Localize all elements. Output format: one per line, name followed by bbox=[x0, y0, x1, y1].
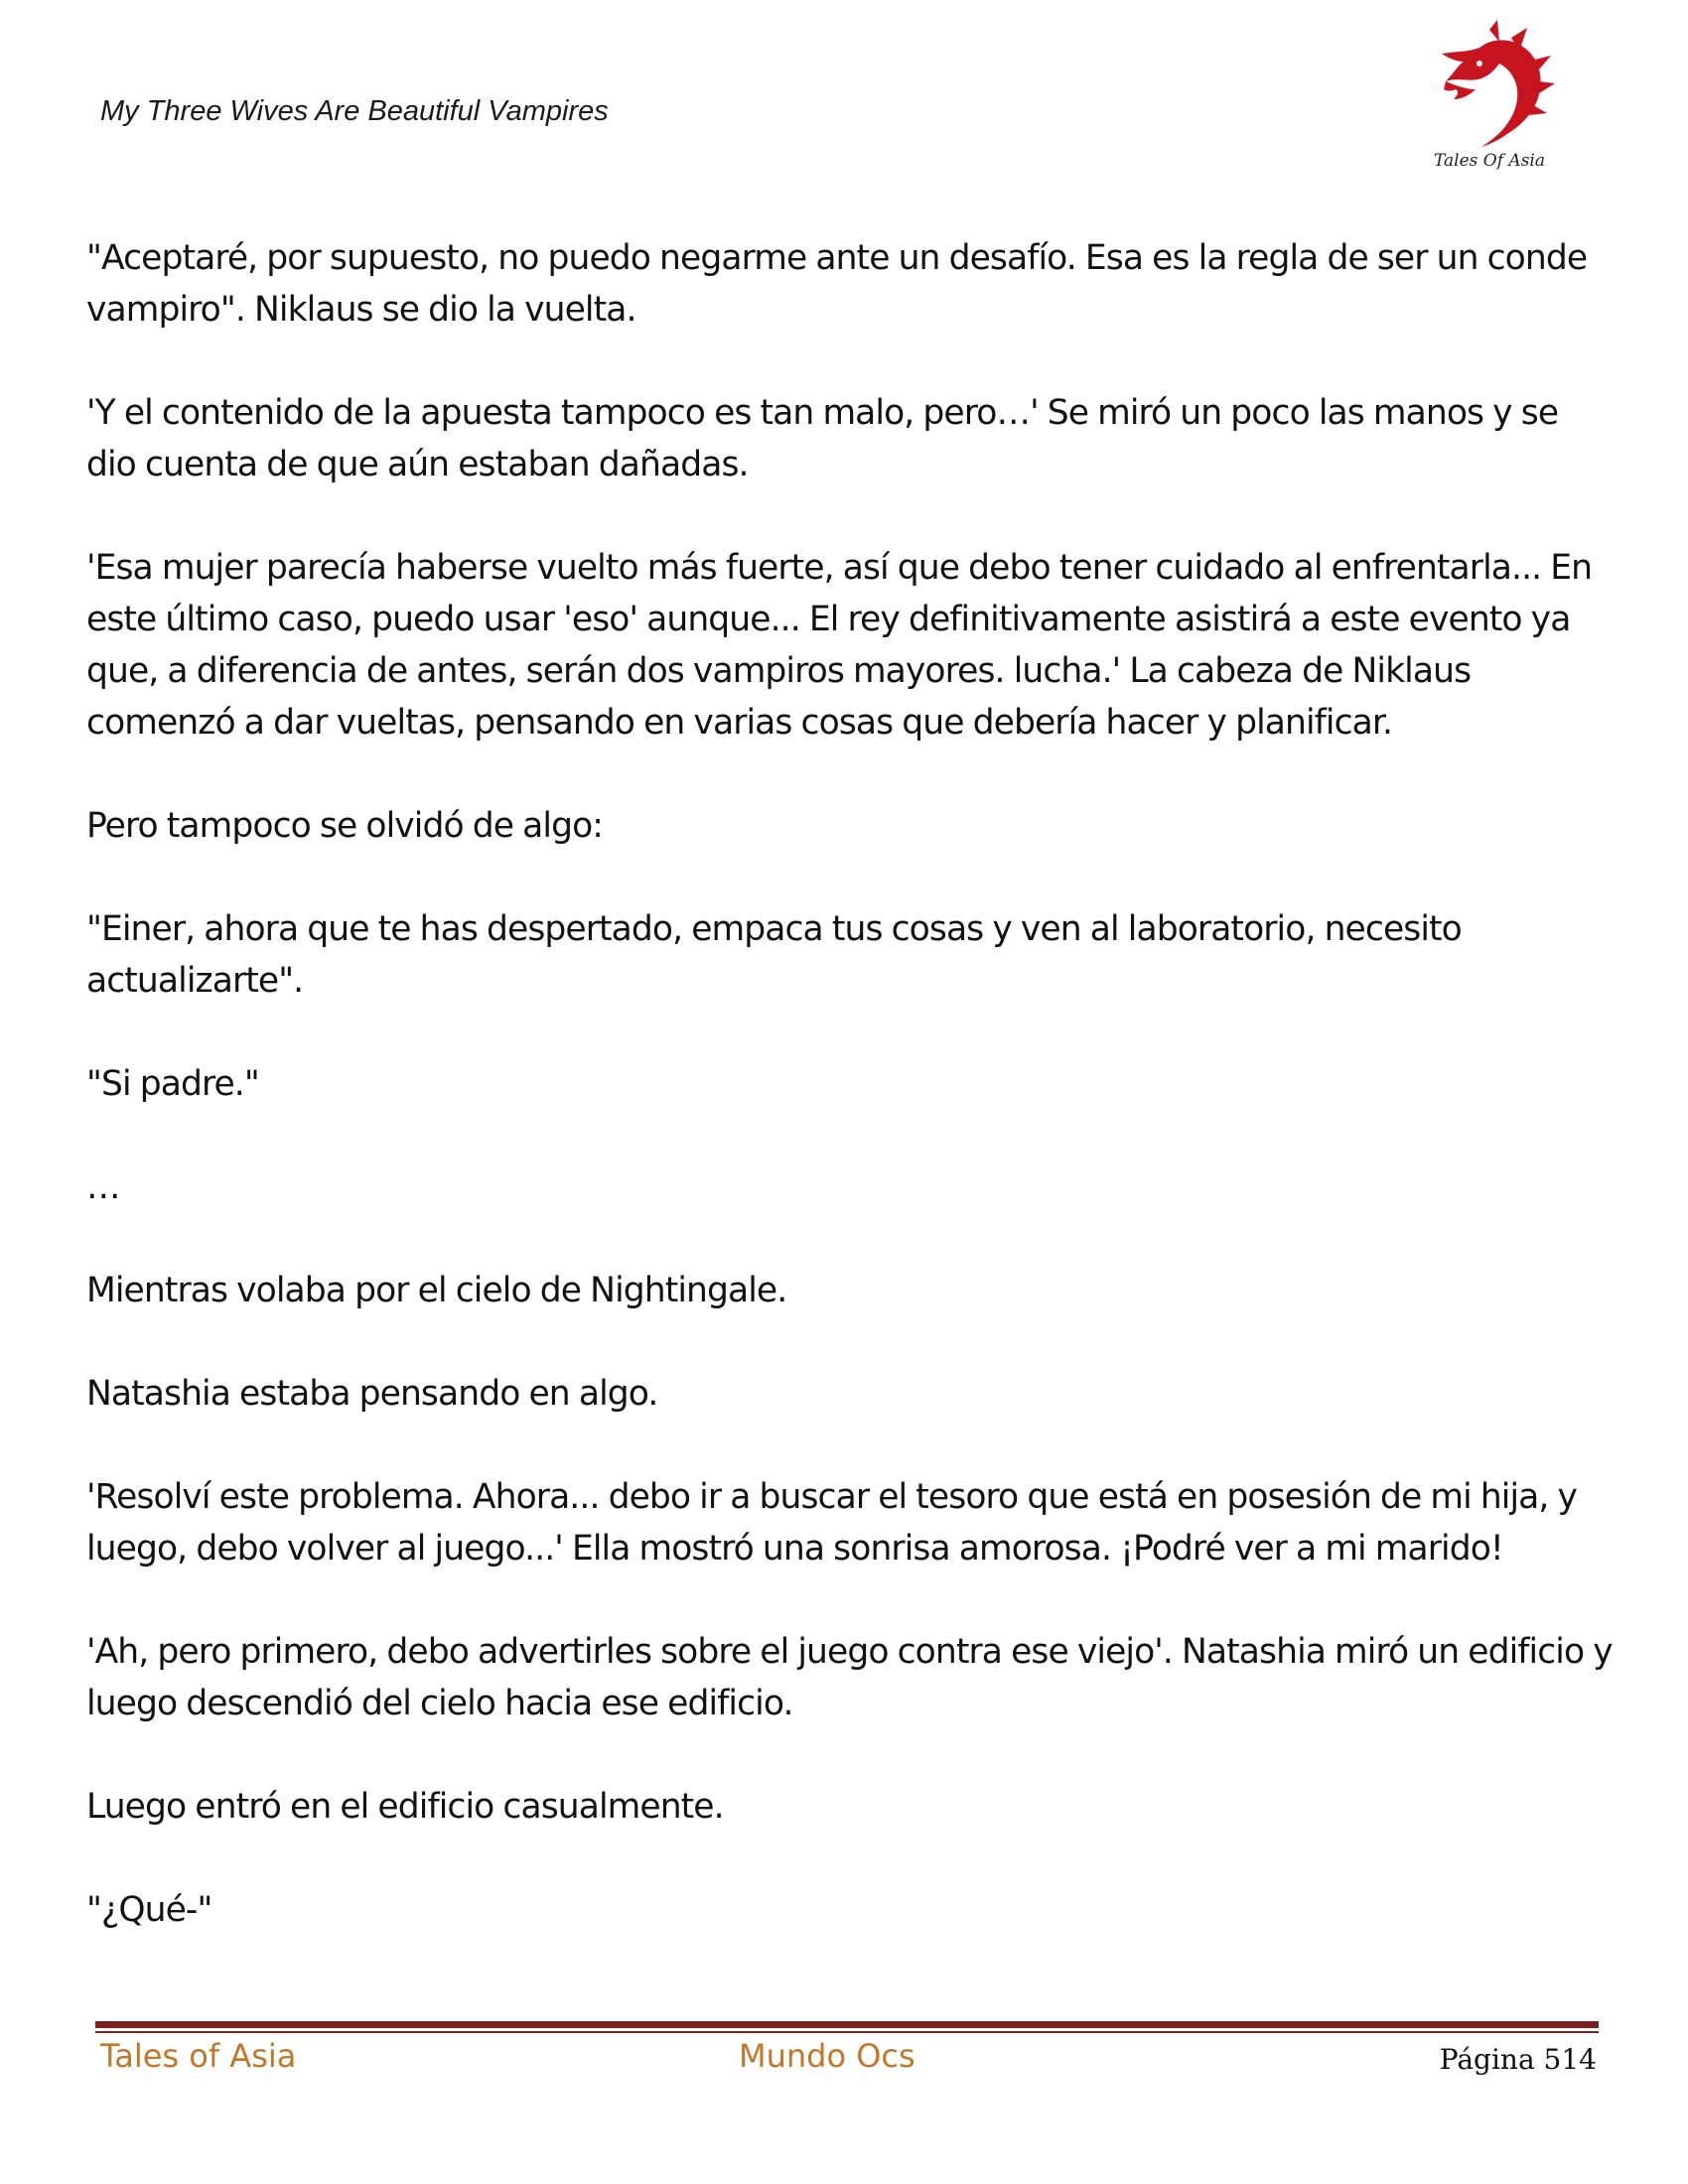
footer-site-name: Tales of Asia bbox=[100, 2037, 297, 2075]
paragraph: "Aceptaré, por supuesto, no puedo negarme ante un desafío. Esa es la regla de ser un conde vampiro". Niklaus se dio la vuelta. bbox=[86, 238, 1588, 330]
book-title: My Three Wives Are Beautiful Vampires bbox=[100, 95, 609, 127]
page-body bbox=[86, 232, 1616, 1987]
paragraph: Mientras volaba por el cielo de Nightingale. bbox=[86, 1271, 787, 1310]
footer-divider bbox=[95, 2021, 1599, 2028]
footer-section-name: Mundo Ocs bbox=[739, 2037, 915, 2075]
paragraph: Luego entró en el edificio casualmente. bbox=[86, 1787, 724, 1827]
paragraph: 'Resolví este problema. Ahora... debo ir a buscar el tesoro que está en posesión de mi hija, y luego, debo volver al juego...' Ella mostró una sonrisa amorosa. ¡Podré ver a mi marido! bbox=[86, 1477, 1578, 1569]
paragraph: Pero tampoco se olvidó de algo: bbox=[86, 806, 604, 846]
paragraph: … bbox=[86, 1167, 120, 1207]
paragraph: Natashia estaba pensando en algo. bbox=[86, 1374, 658, 1414]
footer-divider-thin bbox=[95, 2031, 1599, 2033]
paragraph: "Einer, ahora que te has despertado, empaca tus cosas y ven al laboratorio, necesito actualizarte". bbox=[86, 909, 1462, 1001]
tales-of-asia-logo bbox=[1420, 20, 1559, 179]
paragraph: "Si padre." bbox=[86, 1064, 259, 1104]
paragraph: 'Ah, pero primero, debo advertirles sobre el juego contra ese viejo'. Natashia miró un edificio y luego descendió del cielo hacia ese edificio. bbox=[86, 1632, 1613, 1723]
page-number: Página 514 bbox=[1439, 2043, 1597, 2076]
red-dragon-icon bbox=[1420, 20, 1559, 154]
logo-text: Tales Of Asia bbox=[1434, 151, 1545, 171]
paragraph: 'Esa mujer parecía haberse vuelto más fuerte, así que debo tener cuidado al enfrentarla... En este último caso, puedo usar 'eso' aunque... El rey definitivamente asistirá a este evento ya que, a diferencia de antes, serán dos vampiros mayores. lucha.' La cabeza de Niklaus comenzó a dar vueltas, pensando en varias cosas que debería hacer y planificar. bbox=[86, 548, 1593, 743]
paragraph: "¿Qué-" bbox=[86, 1890, 212, 1930]
paragraph: 'Y el contenido de la apuesta tampoco es tan malo, pero…' Se miró un poco las manos y se dio cuenta de que aún estaban dañadas. bbox=[86, 393, 1559, 484]
